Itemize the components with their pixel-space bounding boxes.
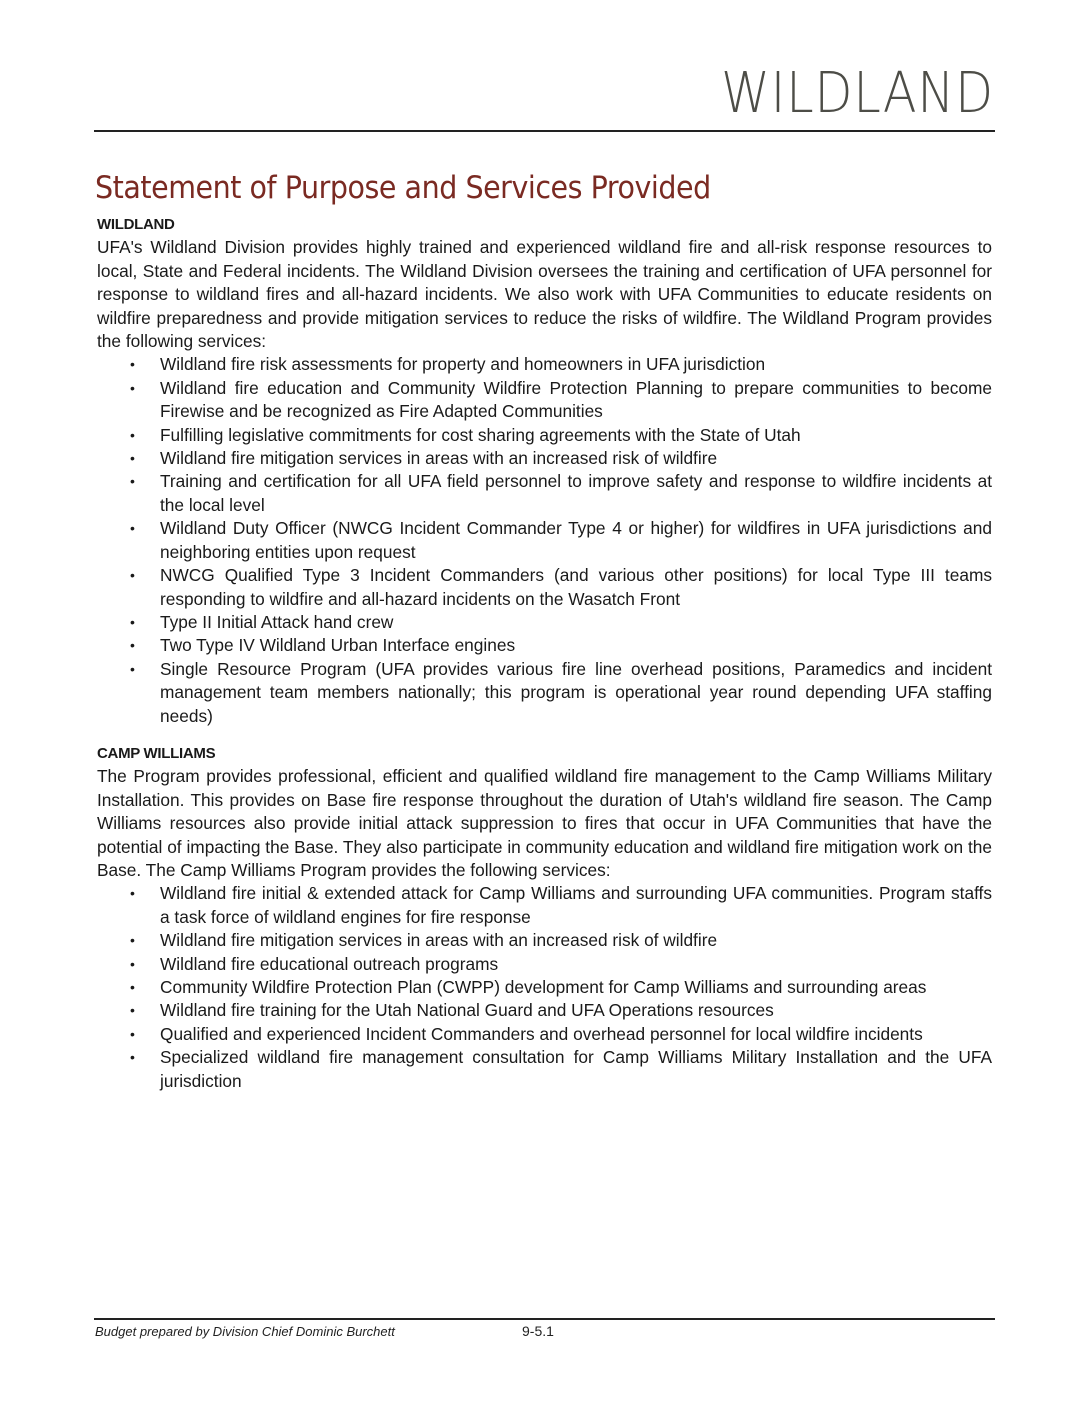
list-item-text: Wildland fire educational outreach programs xyxy=(160,953,499,974)
bullet-icon: • xyxy=(130,1025,135,1042)
bullet-icon: • xyxy=(130,379,135,396)
footer-prepared-by: Budget prepared by Division Chief Dominic Burchett xyxy=(95,1324,395,1339)
list-item xyxy=(130,953,992,976)
bullet-icon: • xyxy=(130,637,135,654)
bullet-icon: • xyxy=(130,955,135,972)
page-title: WILDLAND xyxy=(721,61,994,126)
bullet-icon: • xyxy=(130,426,135,443)
list-item xyxy=(130,353,992,376)
section-heading: Statement of Purpose and Services Provided xyxy=(95,170,711,206)
camp-williams-section xyxy=(97,742,992,1093)
bullet-icon: • xyxy=(130,932,135,949)
list-item xyxy=(130,424,992,447)
list-item-text: Wildland Duty Officer (NWCG Incident Commander Type 4 or higher) for wildfires in UFA jurisdictions and neighboring entities upon request xyxy=(160,518,992,562)
bullet-icon: • xyxy=(130,520,135,537)
wildland-section xyxy=(97,213,992,728)
list-item xyxy=(130,658,992,728)
list-item-text: NWCG Qualified Type 3 Incident Commanders (and various other positions) for local Type III teams responding to wildfire and all-hazard incidents on the Wasatch Front xyxy=(160,565,992,609)
list-item-text: Training and certification for all UFA field personnel to improve safety and response to wildfire incidents at the local level xyxy=(160,471,992,515)
bullet-icon: • xyxy=(130,1049,135,1066)
document-body xyxy=(97,213,992,1093)
bullet-icon: • xyxy=(130,356,135,373)
list-item xyxy=(130,976,992,999)
list-item xyxy=(130,1023,992,1046)
list-item xyxy=(130,611,992,634)
bullet-icon: • xyxy=(130,979,135,995)
subheading-camp-williams: CAMP WILLIAMS xyxy=(97,744,216,762)
list-item-text: Type II Initial Attack hand crew xyxy=(160,611,394,632)
list-item xyxy=(130,377,992,424)
list-item-text: Fulfilling legislative commitments for cost sharing agreements with the State of Utah xyxy=(160,424,801,445)
wildland-services-list xyxy=(97,353,992,728)
list-item xyxy=(130,564,992,611)
list-item xyxy=(130,1046,992,1093)
list-item xyxy=(130,999,992,1022)
wildland-paragraph: UFA's Wildland Division provides highly trained and experienced wildland fire and all-risk response resources to local, State and Federal incidents. The Wildland Division oversees the training and certification of UFA personnel for response to wildland fires and all-hazard incidents. We also work with UFA Communities to educate residents on wildfire preparedness and provide mitigation services to reduce the risks of wildfire. The Wildland Program provides the following services: xyxy=(97,237,992,352)
list-item-text: Wildland fire risk assessments for property and homeowners in UFA jurisdiction xyxy=(160,354,766,375)
list-item-text: Single Resource Program (UFA provides various fire line overhead positions, Paramedics and incident management team members nationally; this program is operational year round depending UFA staffing needs) xyxy=(160,658,992,726)
list-item-text: Specialized wildland fire management consultation for Camp Williams Military Installation and the UFA jurisdiction xyxy=(160,1047,992,1091)
list-item xyxy=(130,517,992,564)
list-item xyxy=(130,470,992,517)
camp-williams-services-list xyxy=(97,882,992,1093)
bullet-icon: • xyxy=(130,450,135,467)
camp-williams-paragraph: The Program provides professional, efficient and qualified wildland fire management to the Camp Williams Military Installation. This provides on Base fire response throughout the duration of Utah's wildland fire season. The Camp Williams resources also provide initial attack suppression to fires that occur in UFA Communities that have the potential of impacting the Base. They also participate in community education and wildland fire mitigation work on the Base. The Camp Williams Program provides the following services: xyxy=(97,766,992,880)
list-item-text: Qualified and experienced Incident Commanders and overhead personnel for local wildfire incidents xyxy=(160,1023,923,1044)
bullet-icon: • xyxy=(130,660,135,677)
list-item xyxy=(130,929,992,952)
bullet-icon: • xyxy=(130,473,135,490)
list-item xyxy=(130,634,992,657)
subheading-wildland: WILDLAND xyxy=(97,216,175,233)
bullet-icon: • xyxy=(130,885,135,902)
list-item-text: Wildland fire training for the Utah National Guard and UFA Operations resources xyxy=(160,1000,774,1021)
list-item-text: Wildland fire mitigation services in areas with an increased risk of wildfire xyxy=(160,448,718,469)
title-divider xyxy=(94,130,995,132)
footer-divider xyxy=(94,1318,995,1320)
list-item-text: Community Wildfire Protection Plan (CWPP) development for Camp Williams and surrounding areas xyxy=(160,977,927,997)
page-number: 9-5.1 xyxy=(522,1323,554,1339)
bullet-icon: • xyxy=(130,1002,135,1019)
list-item-text: Two Type IV Wildland Urban Interface engines xyxy=(160,635,516,656)
list-item-text: Wildland fire mitigation services in areas with an increased risk of wildfire xyxy=(160,930,718,951)
list-item xyxy=(130,882,992,929)
list-item-text: Wildland fire education and Community Wildfire Protection Planning to prepare communities to become Firewise and be recognized as Fire Adapted Communities xyxy=(160,377,992,422)
bullet-icon: • xyxy=(130,567,135,584)
list-item xyxy=(130,447,992,470)
bullet-icon: • xyxy=(130,613,135,630)
list-item-text: Wildland fire initial & extended attack for Camp Williams and surrounding UFA communities. Program staffs a task force of wildland engines for fire response xyxy=(160,883,992,927)
